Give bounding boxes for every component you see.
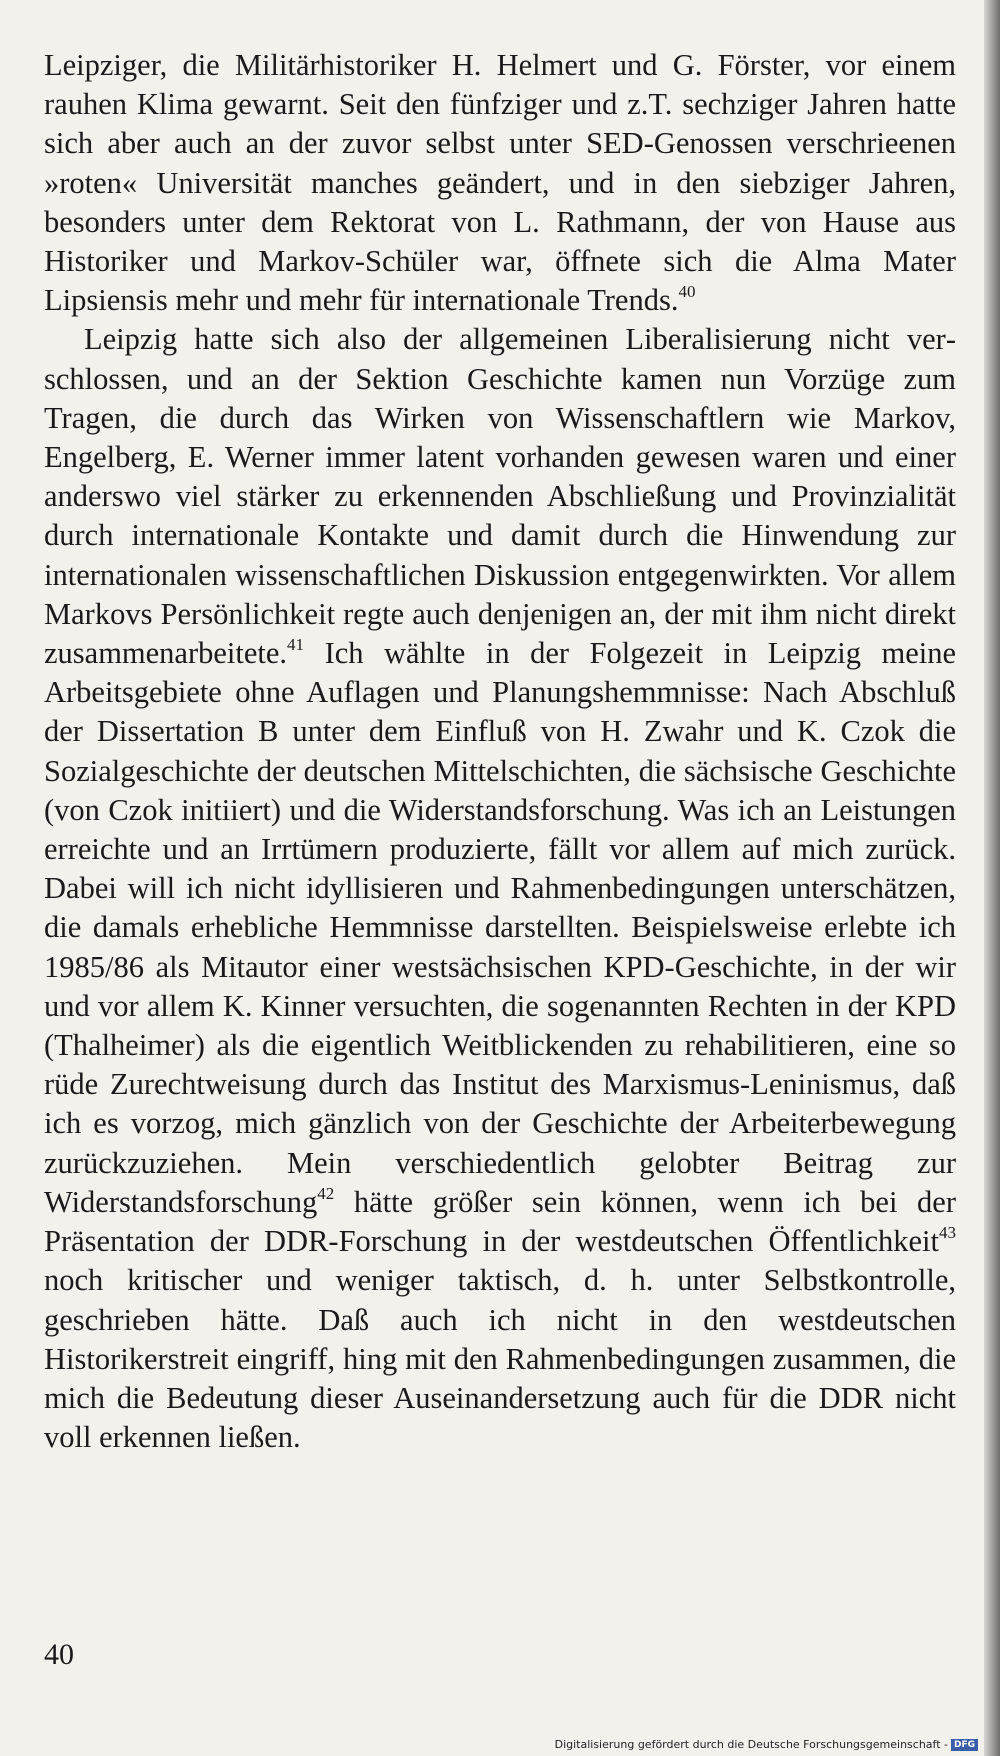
page-number: 40 [44,1638,74,1671]
page-edge-shadow [984,0,1000,1756]
text-segment: hätte größer sein können, wenn ich bei der Präsentation der DDR-Forschung in der westdeutschen Öffentlichkeit [44,1184,956,1259]
footnote-reference[interactable]: 41 [287,635,305,655]
footnote-reference[interactable]: 43 [939,1223,956,1243]
paragraph [44,320,956,1457]
text-segment: Ich wählte in der Folgezeit in Leipzig meine Arbeitsgebiete ohne Auflagen und Planungshemmnisse: Nach Abschluß der Dissertation B unter dem Einfluß von H. Zwahr und K. Czok die Sozialgeschichte der deutschen Mittelschichten, die sächsische Geschichte (von Czok initiiert) und die Widerstandsforschung. Was ich an Leistungen erreichte und an Irrtümern produzierte, fällt vor allem auf mich zurück. Dabei will ich nicht idyllisieren und Rahmenbedingungen unterschätzen, die damals erhebliche Hemmnisse darstellten. Beispielsweise erlebte ich 1985/86 als Mitautor einer westsächsischen KPD-Geschichte, in der wir und vor allem K. Kinner versuchten, die sogenannten Rechten in der KPD (Thalheimer) als die eigentlich Weitblickenden zu rehabilitieren, eine so rüde Zurechtweisung durch das Institut des Marxismus-Leninismus, daß ich es vorzog, mich gänzlich von der Geschichte der Arbeiterbewegung zurückzuziehen. Mein verschiedentlich gelobter Beitrag zur Widerstandsforschung [44,636,956,1219]
dfg-logo-icon: DFG [951,1739,978,1751]
text-segment: Leipziger, die Militärhistoriker H. Helmert und G. Förster, vor einem rauhen Klima gewarnt. Seit den fünfziger und z.T. sechziger Jahren hatte sich aber auch an der zuvor selbst unter SED-Genossen verschrieenen »roten« Universität manches geändert, und in den siebziger Jahren, besonders unter dem Rektorat von L. Rathmann, der von Hause aus Historiker und Markov-Schüler war, öffnete sich die Alma Mater Lipsiensis mehr und mehr für internationale Trends. [44,48,956,318]
digitization-footer [555,1738,978,1752]
text-segment: Leipzig hatte sich also der allgemeinen Liberalisierung nicht verschlossen, und an der Sektion Geschichte kamen nun Vorzüge zum Tragen, die durch das Wirken von Wissenschaftlern wie Markov, Engelberg, E. Werner immer latent vorhanden gewesen waren und einer anderswo viel stärker zu erkennenden Abschließung und Provinzialität durch internationale Kontakte und damit durch die Hinwendung zur internationalen wissenschaftlichen Diskussion entgegenwirkten. Vor allem Markovs Persönlichkeit regte auch denjenigen an, der mit ihm nicht direkt zusammenarbeitete. [44,322,956,671]
body-text [44,46,956,1457]
footnote-reference[interactable]: 42 [317,1183,335,1203]
paragraph [44,46,956,320]
footer-credit-text: Digitalisierung gefördert durch die Deutsche Forschungsgemeinschaft - [554,1738,948,1751]
footnote-reference[interactable]: 40 [678,282,696,302]
text-segment: noch kritischer und weniger taktisch, d. h. unter Selbstkontrolle, geschrieben hätte. Daß auch ich nicht in den westdeutschen Historikerstreit eingriff, hing mit den Rahmenbedingungen zusammen, die mich die Bedeutung dieser Auseinandersetzung auch für die DDR nicht voll erkennen ließen. [44,1263,956,1455]
